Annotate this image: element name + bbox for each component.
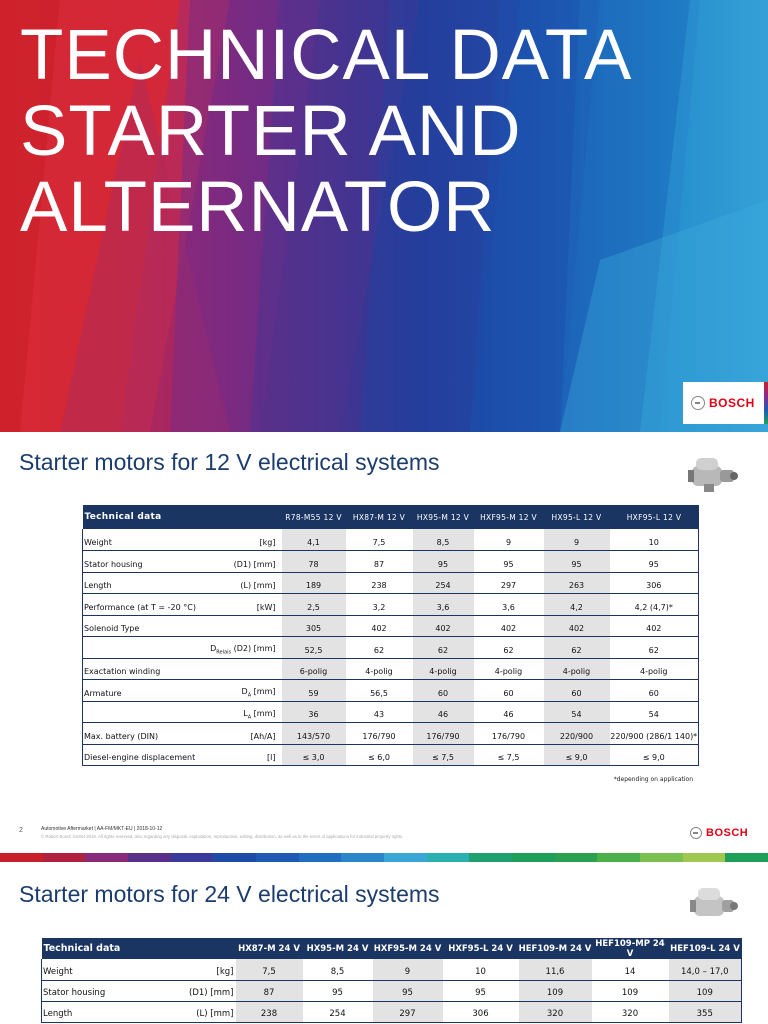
table-cell: 54 [544, 701, 610, 723]
starter-motor-icon [682, 450, 742, 498]
column-header: HX87-M 24 V [236, 938, 303, 959]
row-label: Length [83, 572, 203, 594]
cover-title-line: STARTER AND [20, 92, 522, 171]
table-row [83, 658, 699, 680]
stripe-segment [725, 853, 768, 862]
row-unit: [l] [203, 744, 282, 766]
table-cell: ≤ 9,0 [544, 744, 610, 766]
table-cell: 60 [413, 680, 474, 702]
row-label: Weight [83, 529, 203, 551]
row-unit: (L) [mm] [203, 572, 282, 594]
table-cell: 60 [474, 680, 544, 702]
unit-text: (D2) [mm] [233, 644, 276, 654]
slide2-title: Starter motors for 24 V electrical systems [19, 881, 440, 907]
row-unit: (D1) [mm] [162, 980, 236, 1001]
table-cell: 95 [303, 980, 373, 1001]
column-header: HXF95-M 24 V [373, 938, 443, 959]
table-cell: 9 [474, 529, 544, 551]
table-cell: 176/790 [474, 723, 544, 745]
row-unit: (D1) [mm] [203, 551, 282, 573]
unit-subscript: Relais [216, 650, 232, 657]
table-cell: 402 [610, 615, 699, 637]
table-cell: 95 [373, 980, 443, 1001]
table-row [42, 959, 742, 980]
row-unit: [kg] [162, 959, 236, 980]
page-number: 2 [19, 827, 23, 834]
cover-title-line: ALTERNATOR [20, 168, 496, 247]
table-row [83, 680, 699, 702]
table-cell: 14 [592, 959, 669, 980]
table-cell: 176/790 [413, 723, 474, 745]
stripe-segment [512, 853, 555, 862]
table-row [83, 572, 699, 594]
row-label: Solenoid Type [83, 615, 203, 637]
table-row [83, 723, 699, 745]
table-cell: 297 [373, 1001, 443, 1022]
column-header: R78-M55 12 V [282, 505, 346, 529]
footer-text: Automotive Aftermarket | AA-FM/MKT-EU | 2018-10-12 [41, 826, 163, 832]
table-cell: 9 [544, 529, 610, 551]
table-cell: 4-polig [474, 658, 544, 680]
table-cell: 10 [610, 529, 699, 551]
table-row [83, 637, 699, 659]
table-cell: 220/900 (286/1 140)* [610, 723, 699, 745]
spec-table-12v [82, 505, 699, 766]
table-cell: 62 [346, 637, 413, 659]
table-cell: 3,6 [413, 594, 474, 616]
table-cell: 306 [610, 572, 699, 594]
table-cell: 95 [413, 551, 474, 573]
footer-copyright: © Robert Bosch GmbH 2018. All rights reserved, also regarding any disposal, exploitation, reproduction, editing, distribution, as well as in the event of applications for industrial property rights. [41, 834, 404, 839]
row-label: Performance (at T = -20 °C) [83, 594, 203, 616]
table-cell: 52,5 [282, 637, 346, 659]
table-cell: 189 [282, 572, 346, 594]
row-unit [203, 701, 282, 723]
table-cell: 46 [474, 701, 544, 723]
stripe-segment [341, 853, 384, 862]
table-cell: 402 [544, 615, 610, 637]
row-unit: (L) [mm] [162, 1001, 236, 1022]
table-cell: 109 [669, 980, 742, 1001]
table-cell: 8,5 [413, 529, 474, 551]
row-label: Weight [42, 959, 162, 980]
row-unit: [Ah/A] [203, 723, 282, 745]
table-cell: ≤ 9,0 [610, 744, 699, 766]
row-unit [203, 658, 282, 680]
table-cell: 109 [519, 980, 592, 1001]
bosch-logo-text: BOSCH [709, 396, 755, 410]
column-header: HX95-L 12 V [544, 505, 610, 529]
table-row [83, 551, 699, 573]
table-row [83, 529, 699, 551]
table-row [83, 594, 699, 616]
row-label: Length [42, 1001, 162, 1022]
table-row [42, 980, 742, 1001]
table-cell: 7,5 [236, 959, 303, 980]
column-header: HEF109-M 24 V [519, 938, 592, 959]
table-cell: 402 [474, 615, 544, 637]
column-header: HXF95-L 12 V [610, 505, 699, 529]
stripe-segment [213, 853, 256, 862]
table-header-label: Technical data [83, 505, 282, 529]
table-cell: 4-polig [346, 658, 413, 680]
table-cell: 14,0 – 17,0 [669, 959, 742, 980]
table-cell: 11,6 [519, 959, 592, 980]
column-header: HEF109-L 24 V [669, 938, 742, 959]
row-unit: [kg] [203, 529, 282, 551]
row-label [83, 637, 203, 659]
table-cell: 4,2 (4,7)* [610, 594, 699, 616]
stripe-segment [43, 853, 86, 862]
table-cell: 263 [544, 572, 610, 594]
table-cell: 297 [474, 572, 544, 594]
table-cell: ≤ 7,5 [413, 744, 474, 766]
table-cell: 87 [346, 551, 413, 573]
table-cell: 305 [282, 615, 346, 637]
stripe-segment [299, 853, 342, 862]
color-stripe-divider [0, 853, 768, 862]
table-cell: 254 [413, 572, 474, 594]
table-cell: 143/570 [282, 723, 346, 745]
spec-table-24v [41, 938, 742, 1023]
table-cell: 87 [236, 980, 303, 1001]
slide1-title: Starter motors for 12 V electrical systems [19, 449, 440, 475]
table-cell: 7,5 [346, 529, 413, 551]
column-header: HXF95-L 24 V [443, 938, 519, 959]
table-cell: 2,5 [282, 594, 346, 616]
table-cell: 220/900 [544, 723, 610, 745]
stripe-segment [640, 853, 683, 862]
table-header-row [42, 938, 742, 959]
row-unit [203, 615, 282, 637]
table-cell: 355 [669, 1001, 742, 1022]
table-cell: 62 [544, 637, 610, 659]
table-cell: ≤ 3,0 [282, 744, 346, 766]
stripe-segment [384, 853, 427, 862]
table-cell: 4,2 [544, 594, 610, 616]
bosch-armature-icon [690, 827, 702, 839]
table-cell: ≤ 6,0 [346, 744, 413, 766]
column-header: HX87-M 12 V [346, 505, 413, 529]
table-cell: 60 [610, 680, 699, 702]
unit-text: [mm] [253, 687, 276, 697]
table-cell: 95 [610, 551, 699, 573]
table-row [83, 615, 699, 637]
unit-symbol: D [241, 687, 248, 697]
stripe-segment [0, 853, 43, 862]
table-cell: 306 [443, 1001, 519, 1022]
stripe-segment [427, 853, 470, 862]
table-cell: 56,5 [346, 680, 413, 702]
table-cell: 402 [413, 615, 474, 637]
table-cell: 60 [544, 680, 610, 702]
table-cell: 402 [346, 615, 413, 637]
table-cell: 320 [519, 1001, 592, 1022]
table-cell: 62 [610, 637, 699, 659]
row-unit [203, 637, 282, 659]
table-row [42, 1001, 742, 1022]
table-cell: 59 [282, 680, 346, 702]
table-cell: 109 [592, 980, 669, 1001]
table-cell: 43 [346, 701, 413, 723]
bosch-armature-icon [691, 396, 705, 410]
unit-subscript: A [247, 714, 252, 721]
stripe-segment [256, 853, 299, 862]
stripe-segment [171, 853, 214, 862]
table-cell: 254 [303, 1001, 373, 1022]
unit-symbol: L [243, 708, 248, 718]
table-cell: 78 [282, 551, 346, 573]
table-cell: 95 [443, 980, 519, 1001]
table-cell: 238 [236, 1001, 303, 1022]
table-cell: 4-polig [610, 658, 699, 680]
column-header: HXF95-M 12 V [474, 505, 544, 529]
table-cell: 95 [474, 551, 544, 573]
table-cell: 6-polig [282, 658, 346, 680]
table-header-row [83, 505, 699, 529]
row-label: Stator housing [83, 551, 203, 573]
table-cell: 95 [544, 551, 610, 573]
bosch-logo [690, 827, 748, 839]
table-cell: 10 [443, 959, 519, 980]
stripe-segment [555, 853, 598, 862]
table-header-label: Technical data [42, 938, 236, 959]
row-label: Exactation winding [83, 658, 203, 680]
column-header: HX95-M 12 V [413, 505, 474, 529]
table-cell: 62 [413, 637, 474, 659]
starter-motor-icon [686, 882, 742, 928]
row-label: Armature [83, 680, 203, 702]
table-cell: 36 [282, 701, 346, 723]
table-cell: 238 [346, 572, 413, 594]
table-cell: 54 [610, 701, 699, 723]
logo-color-stripe [764, 382, 768, 424]
table-cell: 62 [474, 637, 544, 659]
table-row [83, 701, 699, 723]
row-label: Diesel-engine displacement [83, 744, 203, 766]
bosch-logo-text: BOSCH [706, 827, 749, 839]
table-cell: 46 [413, 701, 474, 723]
table-cell: 176/790 [346, 723, 413, 745]
unit-symbol: D [210, 644, 217, 654]
table-cell: 3,6 [474, 594, 544, 616]
table-cell: ≤ 7,5 [474, 744, 544, 766]
row-unit [203, 680, 282, 702]
cover-title-line: TECHNICAL DATA [20, 16, 633, 95]
stripe-segment [683, 853, 726, 862]
column-header: HX95-M 24 V [303, 938, 373, 959]
stripe-segment [85, 853, 128, 862]
table-cell: 4-polig [544, 658, 610, 680]
row-unit: [kW] [203, 594, 282, 616]
table-cell: 4-polig [413, 658, 474, 680]
bosch-logo [683, 382, 768, 424]
table-body [42, 959, 742, 1022]
column-header: HEF109-MP 24 V [592, 938, 669, 959]
table-row [83, 744, 699, 766]
table-cell: 9 [373, 959, 443, 980]
table-body [83, 529, 699, 766]
cover-title [20, 18, 632, 246]
unit-subscript: A [247, 693, 252, 700]
table-cell: 8,5 [303, 959, 373, 980]
table-cell: 320 [592, 1001, 669, 1022]
footnote: *depending on application [613, 776, 693, 783]
cover-banner [0, 0, 768, 432]
stripe-segment [469, 853, 512, 862]
unit-text: [mm] [253, 708, 276, 718]
stripe-segment [597, 853, 640, 862]
row-label: Stator housing [42, 980, 162, 1001]
row-label: Max. battery (DIN) [83, 723, 203, 745]
stripe-segment [128, 853, 171, 862]
table-cell: 4,1 [282, 529, 346, 551]
table-cell: 3,2 [346, 594, 413, 616]
row-label [83, 701, 203, 723]
